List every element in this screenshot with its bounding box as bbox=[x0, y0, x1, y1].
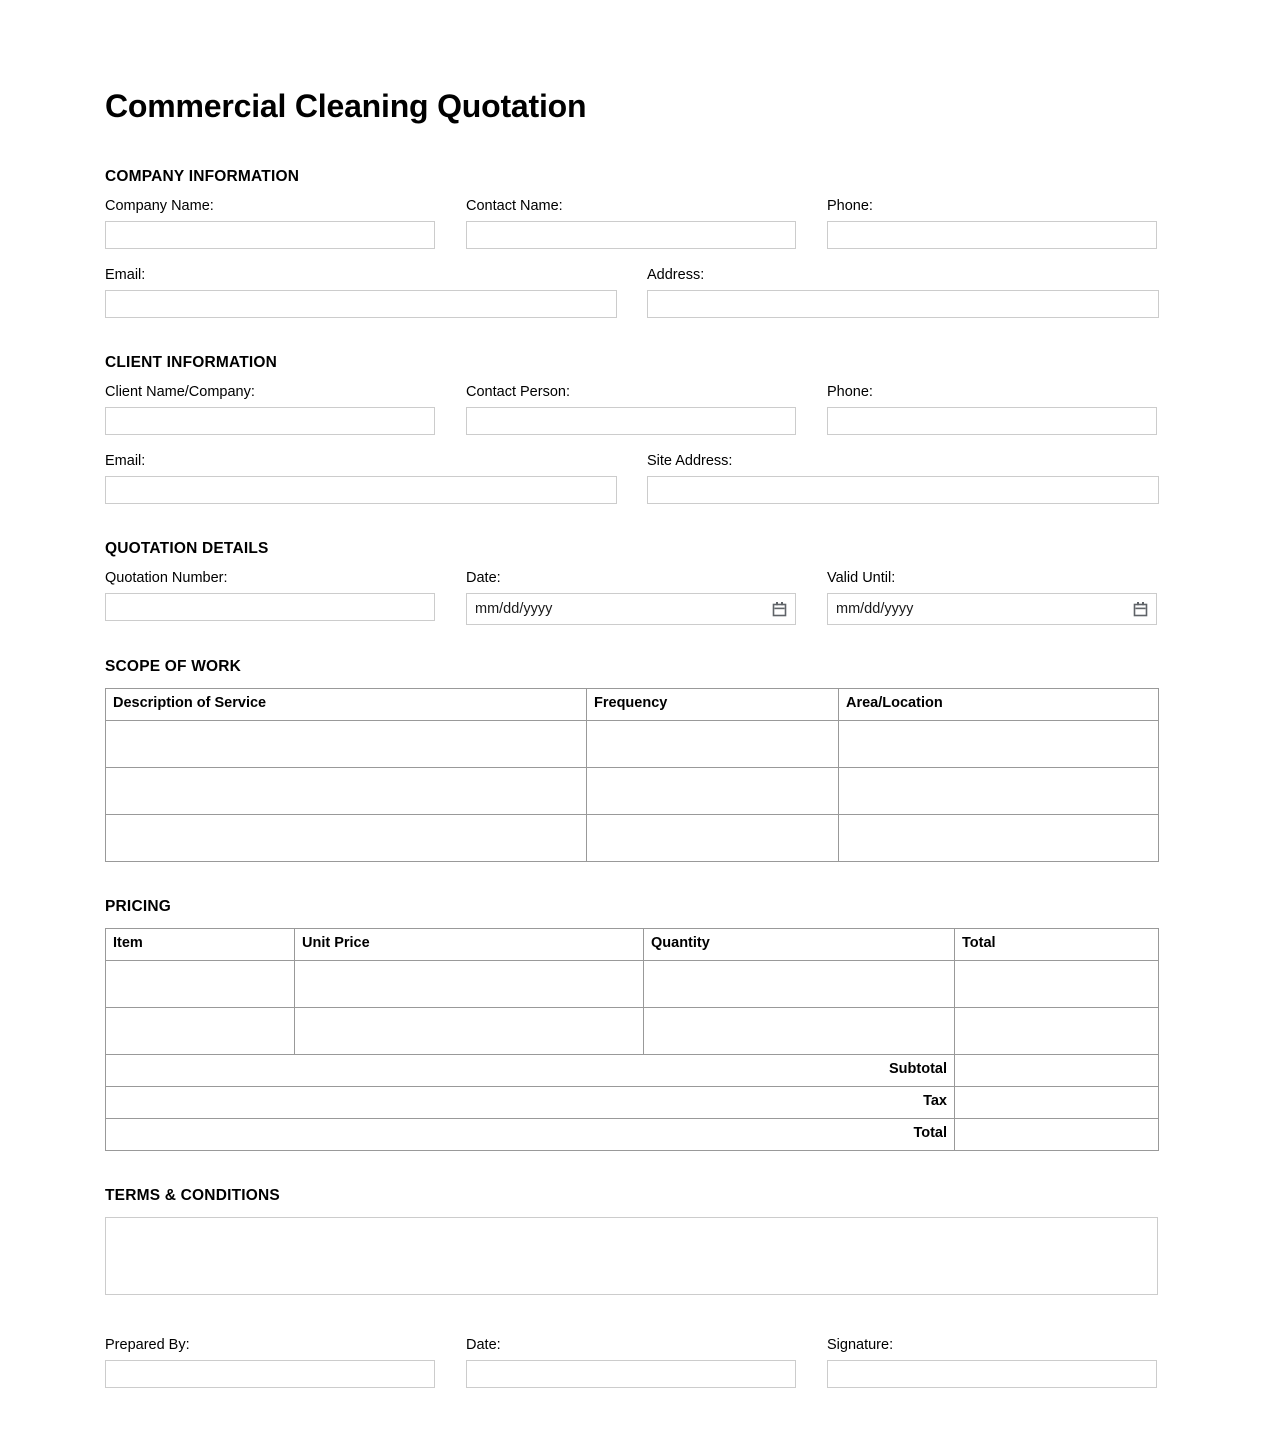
field-quotation-number bbox=[105, 570, 466, 625]
scope-col-description: Description of Service bbox=[106, 689, 587, 721]
scope-cell-area[interactable] bbox=[839, 721, 1159, 768]
field-signature-date bbox=[466, 1337, 827, 1388]
section-heading-quotation: QUOTATION DETAILS bbox=[105, 540, 269, 557]
calendar-icon[interactable] bbox=[773, 602, 786, 616]
scope-col-frequency: Frequency bbox=[587, 689, 839, 721]
section-heading-scope: SCOPE OF WORK bbox=[105, 658, 242, 675]
total-value[interactable] bbox=[955, 1119, 1159, 1151]
signature-row bbox=[105, 1337, 1158, 1388]
table-header-row bbox=[106, 689, 1159, 721]
table-row[interactable] bbox=[106, 1008, 1159, 1055]
table-row[interactable] bbox=[106, 721, 1159, 768]
calendar-icon[interactable] bbox=[1134, 602, 1147, 616]
field-signature bbox=[827, 1337, 1158, 1388]
field-client-phone bbox=[827, 384, 1158, 435]
field-valid-until bbox=[827, 570, 1158, 625]
pricing-cell-unit-price[interactable] bbox=[295, 961, 644, 1008]
label-signature-date: Date: bbox=[466, 1337, 501, 1353]
scope-cell-frequency[interactable] bbox=[587, 815, 839, 862]
company-contact-name-input[interactable] bbox=[466, 221, 796, 249]
label-client-contact-person: Contact Person: bbox=[466, 384, 570, 400]
scope-cell-area[interactable] bbox=[839, 815, 1159, 862]
field-prepared-by bbox=[105, 1337, 466, 1388]
client-fields-row-2 bbox=[105, 453, 1158, 504]
scope-cell-description[interactable] bbox=[106, 721, 587, 768]
section-heading-client: CLIENT INFORMATION bbox=[105, 354, 278, 371]
field-site-address bbox=[647, 453, 1158, 504]
label-client-email: Email: bbox=[105, 453, 146, 469]
field-company-name bbox=[105, 198, 466, 249]
scope-cell-description[interactable] bbox=[106, 815, 587, 862]
pricing-cell-item[interactable] bbox=[106, 961, 295, 1008]
scope-col-area: Area/Location bbox=[839, 689, 1159, 721]
client-phone-input[interactable] bbox=[827, 407, 1157, 435]
label-client-phone: Phone: bbox=[827, 384, 873, 400]
site-address-input[interactable] bbox=[647, 476, 1159, 504]
valid-until-input[interactable] bbox=[827, 593, 1157, 625]
pricing-col-unit-price: Unit Price bbox=[295, 929, 644, 961]
tax-value[interactable] bbox=[955, 1087, 1159, 1119]
client-contact-person-input[interactable] bbox=[466, 407, 796, 435]
field-client-email bbox=[105, 453, 647, 504]
quotation-date-input[interactable] bbox=[466, 593, 796, 625]
label-valid-until: Valid Until: bbox=[827, 570, 896, 586]
valid-until-placeholder: mm/dd/yyyy bbox=[836, 601, 914, 617]
quotation-date-placeholder: mm/dd/yyyy bbox=[475, 601, 553, 617]
pricing-col-item: Item bbox=[106, 929, 295, 961]
client-name-input[interactable] bbox=[105, 407, 435, 435]
document-content bbox=[105, 0, 1158, 1353]
client-fields-row-1 bbox=[105, 384, 1158, 435]
table-header-row bbox=[106, 929, 1159, 961]
quotation-fields-row bbox=[105, 570, 1158, 625]
pricing-col-quantity: Quantity bbox=[644, 929, 955, 961]
label-company-phone: Phone: bbox=[827, 198, 873, 214]
field-company-phone bbox=[827, 198, 1158, 249]
pricing-table bbox=[105, 928, 1159, 1151]
company-fields-row-1 bbox=[105, 198, 1158, 249]
client-email-input[interactable] bbox=[105, 476, 617, 504]
field-company-address bbox=[647, 267, 1158, 318]
table-row[interactable] bbox=[106, 961, 1159, 1008]
label-site-address: Site Address: bbox=[647, 453, 733, 469]
terms-and-conditions-textarea[interactable] bbox=[105, 1217, 1158, 1295]
scope-cell-frequency[interactable] bbox=[587, 768, 839, 815]
page-title: Commercial Cleaning Quotation bbox=[105, 88, 587, 124]
quotation-number-input[interactable] bbox=[105, 593, 435, 621]
tax-row bbox=[106, 1087, 1159, 1119]
company-email-input[interactable] bbox=[105, 290, 617, 318]
label-signature: Signature: bbox=[827, 1337, 894, 1353]
table-row[interactable] bbox=[106, 768, 1159, 815]
field-quotation-date bbox=[466, 570, 827, 625]
prepared-by-input[interactable] bbox=[105, 1360, 435, 1388]
tax-label: Tax bbox=[106, 1087, 955, 1119]
label-company-email: Email: bbox=[105, 267, 146, 283]
field-company-email bbox=[105, 267, 647, 318]
label-company-name: Company Name: bbox=[105, 198, 214, 214]
subtotal-row bbox=[106, 1055, 1159, 1087]
company-name-input[interactable] bbox=[105, 221, 435, 249]
total-label: Total bbox=[106, 1119, 955, 1151]
signature-input[interactable] bbox=[827, 1360, 1157, 1388]
pricing-col-total: Total bbox=[955, 929, 1159, 961]
subtotal-label: Subtotal bbox=[106, 1055, 955, 1087]
scope-cell-frequency[interactable] bbox=[587, 721, 839, 768]
table-row[interactable] bbox=[106, 815, 1159, 862]
field-company-contact-name bbox=[466, 198, 827, 249]
pricing-cell-quantity[interactable] bbox=[644, 961, 955, 1008]
scope-cell-area[interactable] bbox=[839, 768, 1159, 815]
label-company-contact-name: Contact Name: bbox=[466, 198, 563, 214]
pricing-cell-total[interactable] bbox=[955, 961, 1159, 1008]
scope-of-work-table bbox=[105, 688, 1159, 862]
label-client-name: Client Name/Company: bbox=[105, 384, 255, 400]
section-heading-company: COMPANY INFORMATION bbox=[105, 168, 300, 185]
pricing-cell-quantity[interactable] bbox=[644, 1008, 955, 1055]
pricing-cell-unit-price[interactable] bbox=[295, 1008, 644, 1055]
signature-date-input[interactable] bbox=[466, 1360, 796, 1388]
label-quotation-date: Date: bbox=[466, 570, 501, 586]
label-company-address: Address: bbox=[647, 267, 705, 283]
field-client-name bbox=[105, 384, 466, 435]
total-row bbox=[106, 1119, 1159, 1151]
pricing-cell-item[interactable] bbox=[106, 1008, 295, 1055]
label-quotation-number: Quotation Number: bbox=[105, 570, 228, 586]
subtotal-value[interactable] bbox=[955, 1055, 1159, 1087]
pricing-cell-total[interactable] bbox=[955, 1008, 1159, 1055]
company-address-input[interactable] bbox=[647, 290, 1159, 318]
field-client-contact-person bbox=[466, 384, 827, 435]
label-prepared-by: Prepared By: bbox=[105, 1337, 190, 1353]
section-heading-pricing: PRICING bbox=[105, 898, 171, 915]
section-heading-terms: TERMS & CONDITIONS bbox=[105, 1187, 280, 1204]
company-fields-row-2 bbox=[105, 267, 1158, 318]
scope-cell-description[interactable] bbox=[106, 768, 587, 815]
company-phone-input[interactable] bbox=[827, 221, 1157, 249]
